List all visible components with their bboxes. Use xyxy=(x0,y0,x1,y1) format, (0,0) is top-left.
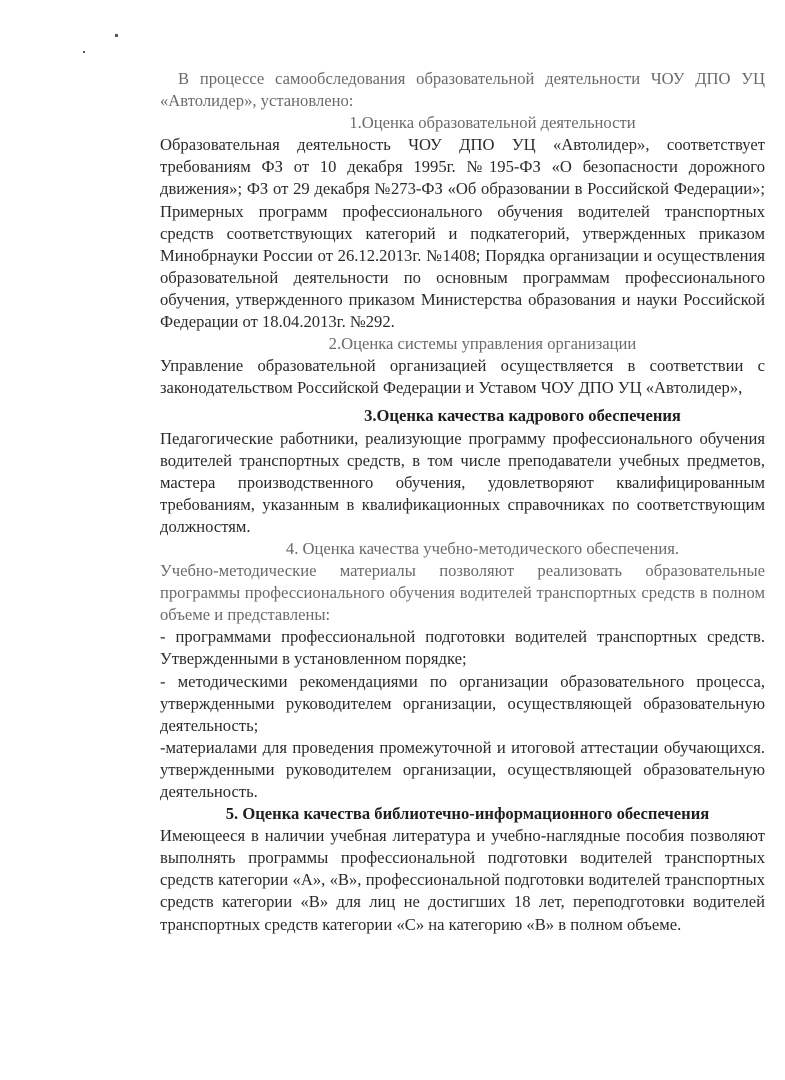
intro-paragraph: В процессе самообследования образовательной деятельности ЧОУ ДПО УЦ «Автолидер», установлено: xyxy=(160,69,765,111)
section-1-paragraph: Образовательная деятельность ЧОУ ДПО УЦ «Автолидер», соответствует требованиям ФЗ от 10 декабря 1995г. №195-ФЗ «О безопасности дорожного движения»; ФЗ от 29 декабря №273-ФЗ «Об образовании в Российской Федерации»; Примерных программ профессионального обучения водителей транспортных средств соответствующих категорий и подкатегорий, утвержденных приказом Минобрнауки России от 26.12.2013г. №1408; Порядка организации и осуществления образовательной деятельности по основным программам профессионального обучения, утвержденного приказом Министерства образования и науки Российской Федерации от 18.04.2013г. №292. xyxy=(160,135,765,332)
section-5-paragraph: Имеющееся в наличии учебная литература и учебно-наглядные пособия позволяют выполнять программы профессиональной подготовки водителей транспортных средств категории «А», «В», профессиональной подготовки водителей транспортных средств категории «В» для лиц не достигших 18 лет, переподготовки водителей транспортных средств категории «С» на категорию «В» в полном объеме. xyxy=(160,826,765,934)
section-4-list-item: - методическими рекомендациями по организации образовательного процесса, утвержденными руководителем организации, осуществляющей образовательную деятельность; xyxy=(160,671,765,735)
section-heading-4: 4. Оценка качества учебно-методического обеспечения. xyxy=(285,538,680,558)
section-4-paragraph: Учебно-методические материалы позволяют реализовать образовательные программы профессионального обучения водителей транспортных средств в полном объеме и представлены: xyxy=(160,561,765,625)
scan-speck xyxy=(83,51,85,53)
section-heading-3: 3.Оценка качества кадрового обеспечения xyxy=(364,406,681,426)
section-3-paragraph: Педагогические работники, реализующие программу профессионального обучения водителей транспортных средств, в том числе преподаватели учебных предметов, мастера производственного обучения, удовлетворяют квалифицированным требованиям, указанным в квалификационных справочниках по соответствующим должностям. xyxy=(160,428,765,536)
section-4-list-item: - программами профессиональной подготовки водителей транспортных средств. Утвержденными в установленном порядке; xyxy=(160,627,765,669)
section-heading-2: 2.Оценка системы управления организации xyxy=(328,334,637,354)
section-heading-5: 5. Оценка качества библиотечно-информационного обеспечения xyxy=(225,804,710,824)
section-4-list-item: -материалами для проведения промежуточной и итоговой аттестации обучающихся. утвержденными руководителем организации, осуществляющей образовательную деятельность. xyxy=(160,737,765,801)
section-heading-1: 1.Оценка образовательной деятельности xyxy=(349,113,636,133)
document-page xyxy=(160,68,765,936)
scan-speck xyxy=(115,34,118,37)
section-2-paragraph: Управление образовательной организацией осуществляется в соответствии с законодательством Российской Федерации и Уставом ЧОУ ДПО УЦ «Автолидер», xyxy=(160,356,765,398)
